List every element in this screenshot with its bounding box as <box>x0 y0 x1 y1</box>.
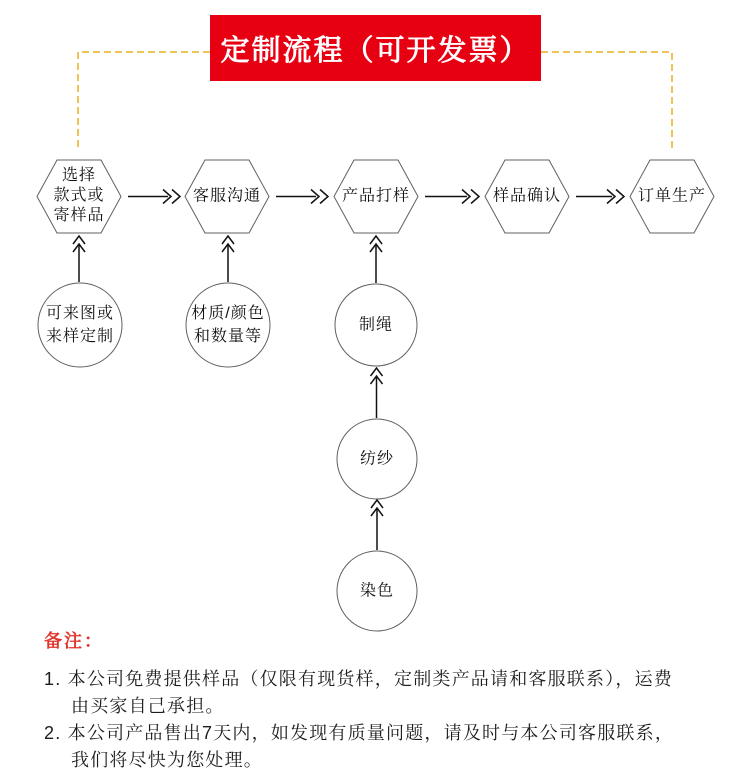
arrow-up-icon <box>371 368 383 418</box>
hex-step-select-style <box>53 166 104 226</box>
circle-material-color-qty <box>191 302 264 348</box>
circle-dyeing <box>360 581 394 602</box>
remark-line: 1. 本公司免费提供样品（仅限有现货样，定制类产品请和客服联系），运费 <box>44 669 674 689</box>
hex-step-line: 订单生产 <box>637 187 707 205</box>
arrow-up-icon <box>370 236 382 283</box>
remark-item <box>44 720 734 768</box>
circle-line: 来样定制 <box>45 328 115 345</box>
hex-step-customer-service <box>193 186 261 207</box>
hex-step-order-production <box>638 186 706 207</box>
hex-step-line: 产品打样 <box>341 187 411 205</box>
remarks-section <box>44 627 734 768</box>
circle-line: 染色 <box>359 582 395 600</box>
remark-item <box>44 666 734 720</box>
circle-line: 纺纱 <box>359 450 395 468</box>
dashed-connector-left <box>78 52 210 148</box>
hex-step-line: 客服沟通 <box>192 187 262 205</box>
arrow-up-icon <box>371 500 383 550</box>
remark-line: 由买家自己承担。 <box>71 696 225 716</box>
dashed-connector-right <box>541 52 672 148</box>
remark-line: 我们将尽快为您处理。 <box>71 750 263 768</box>
hex-step-line: 选择 <box>61 167 97 184</box>
arrow-up-icon <box>73 236 85 282</box>
hex-step-sample-making <box>342 186 410 207</box>
arrow-up-icon <box>222 236 234 282</box>
circle-line: 和数量等 <box>193 328 263 345</box>
hex-step-sample-confirm <box>493 186 561 207</box>
arrow-right-icon <box>276 190 328 204</box>
circle-custom-by-drawing <box>46 302 114 348</box>
hex-step-line: 样品确认 <box>492 187 562 205</box>
remark-line: 2. 本公司产品售出7天内，如发现有质量问题，请及时与本公司客服联系， <box>44 723 675 743</box>
circle-line: 可来图或 <box>45 305 115 322</box>
arrow-right-icon <box>128 190 180 204</box>
arrow-right-icon <box>425 190 479 204</box>
circle-line: 制绳 <box>358 316 394 334</box>
circle-spinning <box>360 449 394 470</box>
circle-rope-making <box>359 315 393 336</box>
circle-line: 材质/颜色 <box>191 305 265 322</box>
hex-step-line: 款式或 <box>53 187 105 204</box>
arrow-right-icon <box>576 190 624 204</box>
remarks-heading: 备注： <box>44 631 104 651</box>
hex-step-line: 寄样品 <box>53 207 105 224</box>
banner-title: 定制流程（可开发票） <box>210 15 541 81</box>
